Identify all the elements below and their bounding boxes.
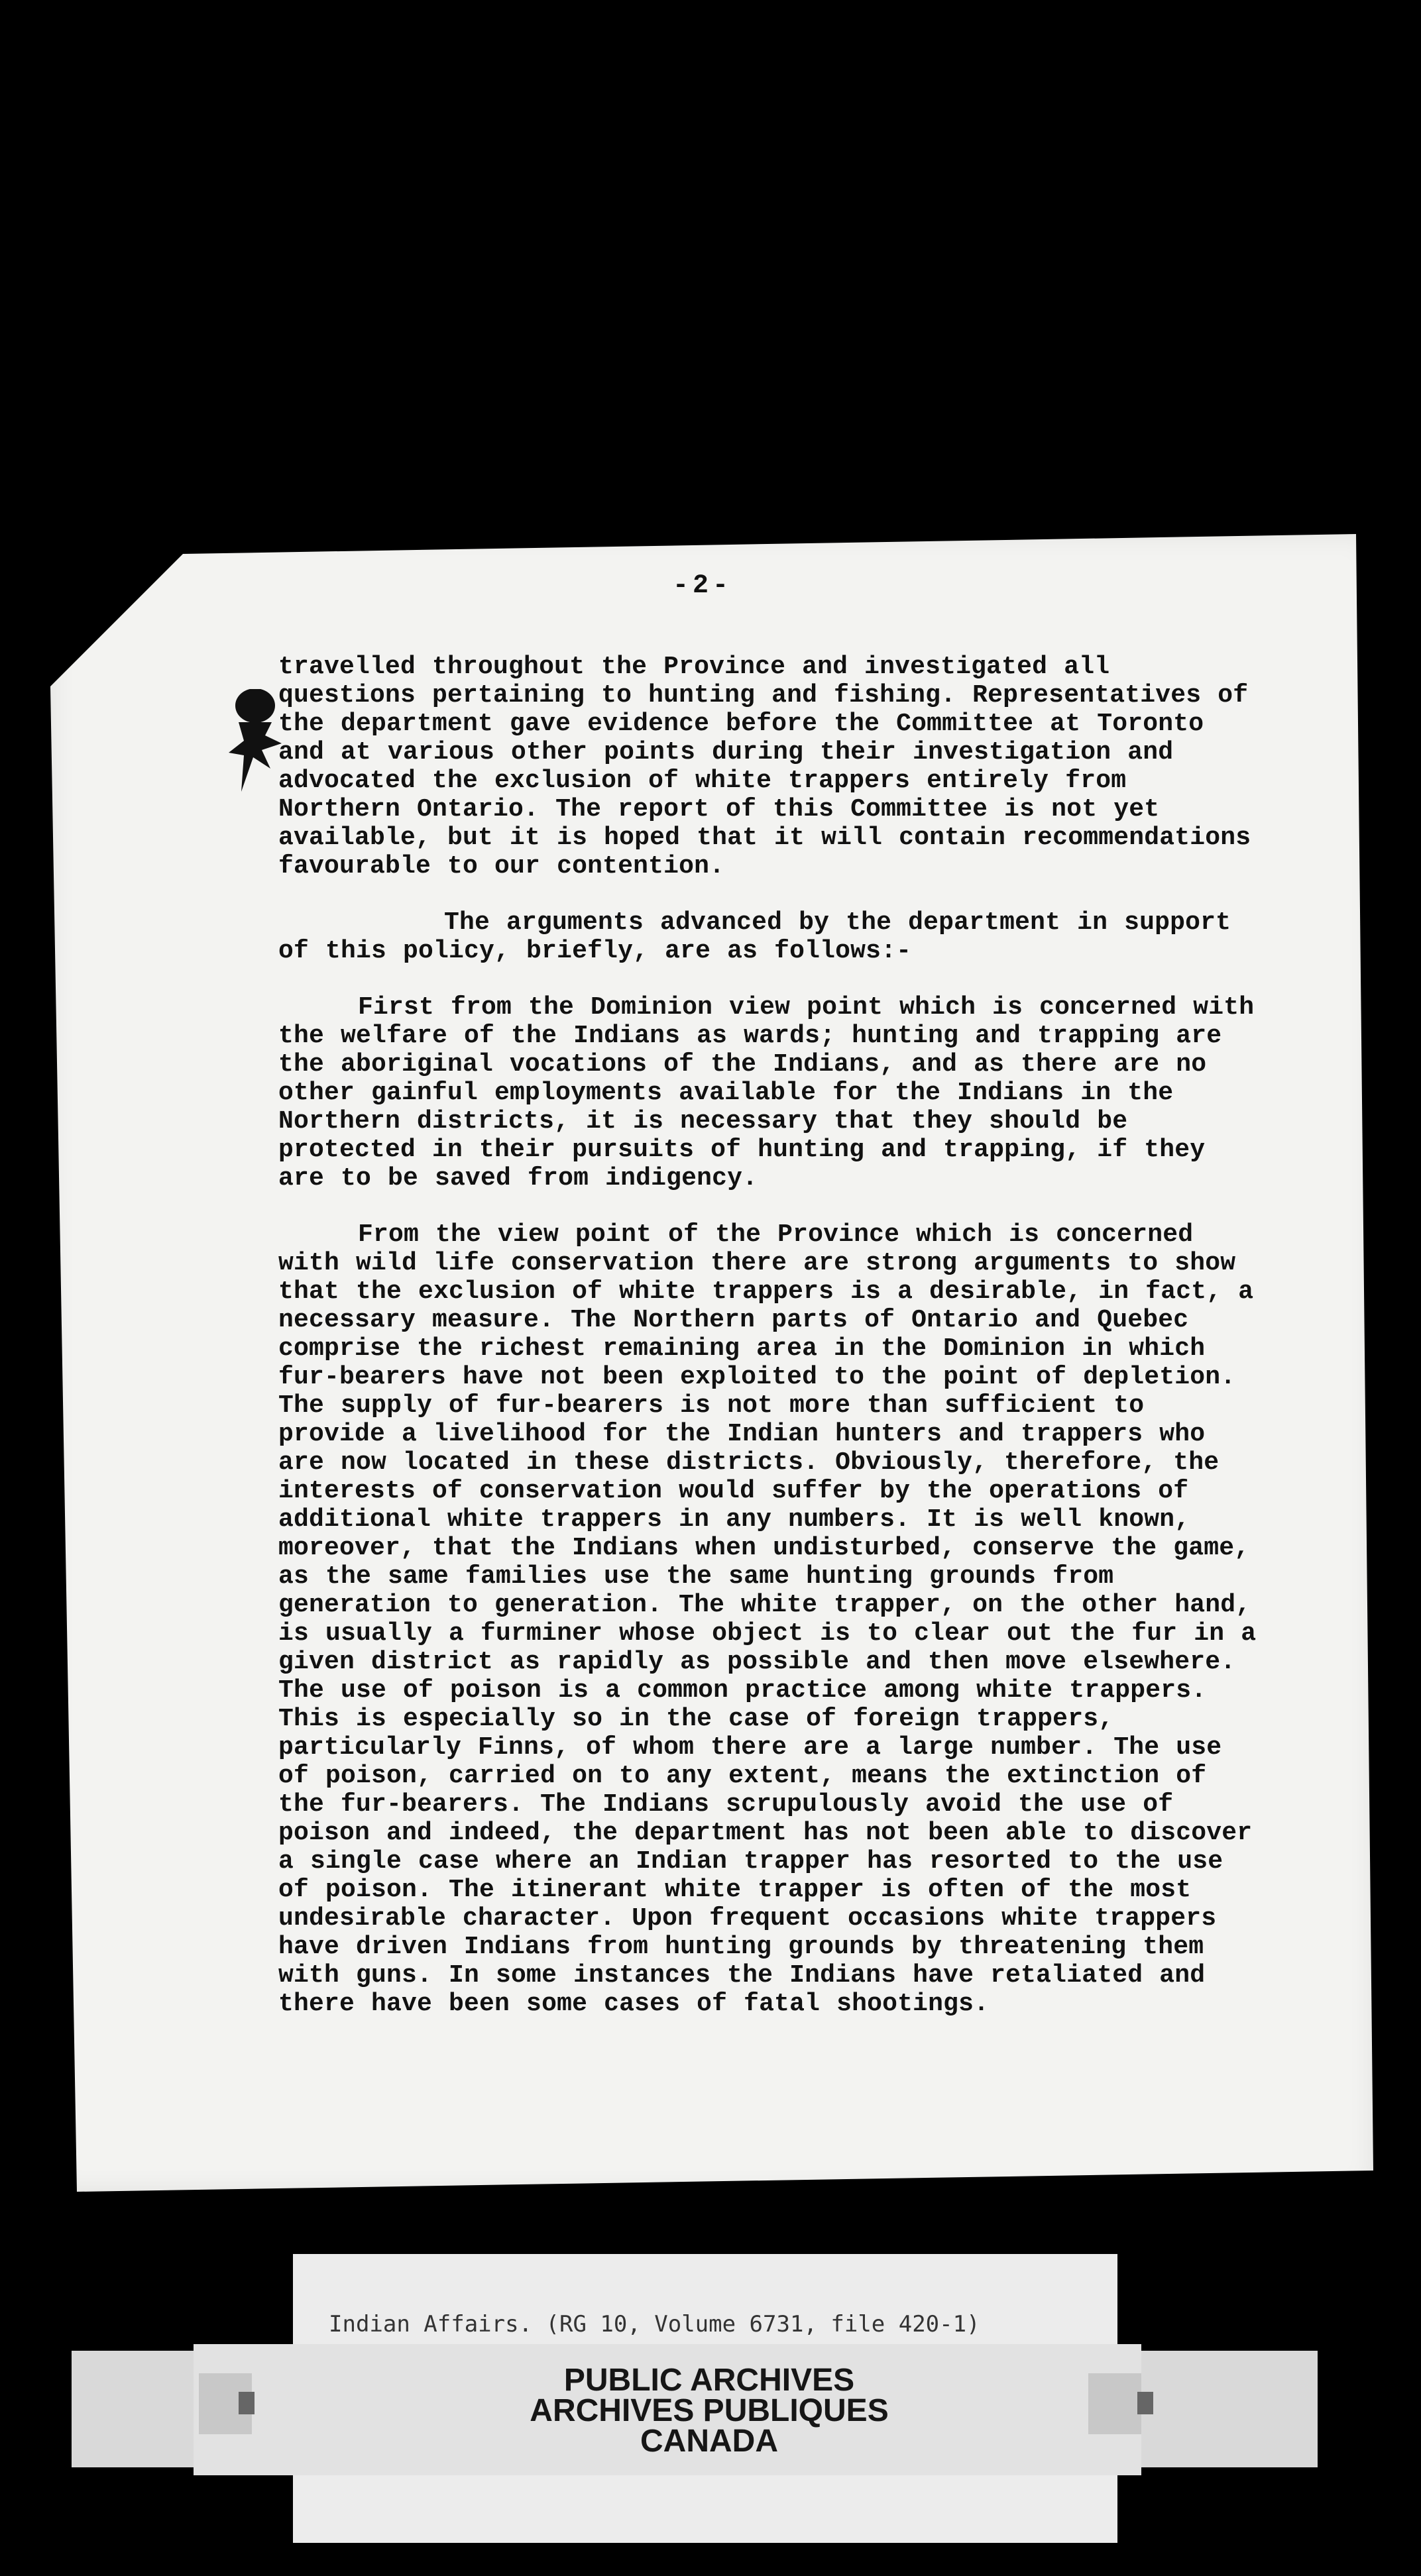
paragraph-2: The arguments advanced by the department in support of this policy, briefly, are as follows:- [278, 908, 1231, 965]
stamp-line-1: PUBLIC ARCHIVES [563, 2363, 855, 2398]
document-body [278, 653, 1259, 2046]
ink-blot-mark [225, 689, 285, 795]
stamp-line-2: ARCHIVES PUBLIQUES [530, 2393, 889, 2428]
archive-stamp [431, 2365, 988, 2457]
paragraph-3: First from the Dominion view point which is concerned with the welfare of the Indians as wards; hunting and trapping are the aboriginal vocations of the Indians, and as there are no other gainful employments available for the Indians in the Northern districts, it is necessary that they should be protected in their pursuits of hunting and trapping, if they are to be saved from indigency. [278, 993, 1255, 1193]
paragraph-4: From the view point of the Province which is concerned with wild life conservation there are strong arguments to show that the exclusion of white trappers is a desirable, in fact, a necessary measure. The Northern parts of Ontario and Quebec comprise the richest remaining area in the Dominion in which fur-bearers have not been exploited to the point of depletion. The supply of fur-bearers is not more than sufficient to provide a livelihood for the Indian hunters and trappers who are now located in these districts. Obviously, therefore, the interests of conservation would suffer by the operations of additional white trappers in any numbers. It is well known, moreover, that the Indians when undisturbed, conserve the game, as the same families use the same hunting grounds from generation to generation. The white trapper, on the other hand, is usually a furminer whose object is to clear out the fur in a given district as rapidly as possible and then move elsewhere. The use of poison is a common practice among white trappers. This is especially so in the case of foreign trappers, particularly Finns, of whom there are a large number. The use of poison, carried on to any extent, means the extinction of the fur-bearers. The Indians scrupulously avoid the use of poison and indeed, the department has not been able to discover a single case where an Indian trapper has resorted to the use of poison. The itinerant white trapper is often of the most undesirable character. Upon frequent occasions white trappers have driven Indians from hunting grounds by threatening them with guns. In some instances the Indians have retaliated and there have been some cases of fatal shootings. [278, 1220, 1257, 2018]
right-clip [1088, 2373, 1141, 2434]
archive-reference: Indian Affairs. (RG 10, Volume 6731, file 420-1) [329, 2311, 980, 2337]
left-clip-mark [239, 2392, 255, 2414]
paragraph-1: travelled throughout the Province and investigated all questions pertaining to hunting and fishing. Representatives of the department gave evidence before the Committee at Toronto and at various other points during their investigation and advocated the exclusion of white trappers entirely from Northern Ontario. The report of this Committee is not yet available, but it is hoped that it will contain recommendations favourable to our contention. [278, 653, 1251, 881]
right-clip-mark [1137, 2392, 1153, 2414]
page-number: -2- [672, 571, 732, 601]
stamp-line-3: CANADA [640, 2424, 778, 2459]
